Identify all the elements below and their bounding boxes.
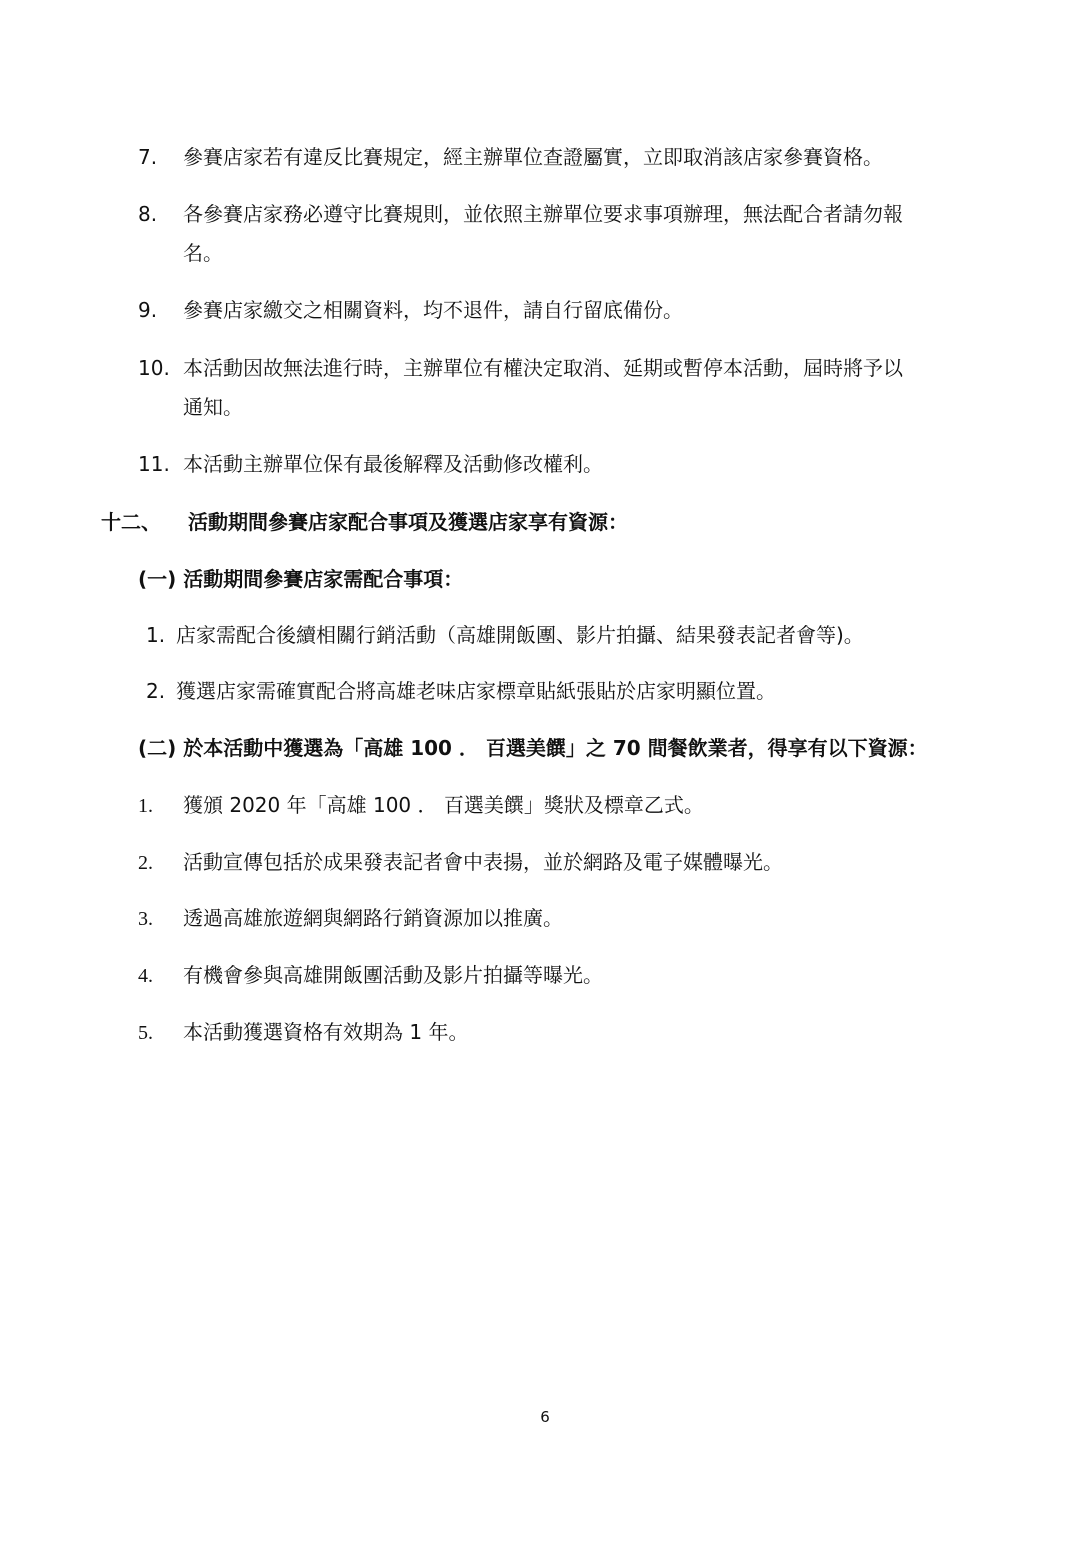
rule-10-text-line1: 本活動因故無法進行時，主辦單位有權決定取消、延期或暫停本活動，屆時將予以 <box>183 356 903 380</box>
rule-9-number: 9. <box>138 298 158 322</box>
sub2-item-4-number: 4. <box>138 965 153 987</box>
page-number: 6 <box>540 1408 550 1426</box>
subsection-1-title: (一) 活動期間參賽店家需配合事項： <box>138 567 464 591</box>
rule-10-text-line2: 通知。 <box>183 395 243 419</box>
sub2-item-1-number: 1. <box>138 795 153 817</box>
sub2-item-2-text: 活動宣傳包括於成果發表記者會中表揚，並於網路及電子媒體曝光。 <box>183 850 783 874</box>
section-12-title: 活動期間參賽店家配合事項及獲選店家享有資源： <box>188 510 628 534</box>
rule-10-number: 10. <box>138 356 170 380</box>
sub2-item-4-text: 有機會參與高雄開飯團活動及影片拍攝等曝光。 <box>183 963 603 987</box>
rule-7-text: 參賽店家若有違反比賽規定，經主辦單位查證屬實，立即取消該店家參賽資格。 <box>183 145 883 169</box>
sub2-item-3-text: 透過高雄旅遊網與網路行銷資源加以推廣。 <box>183 906 563 930</box>
sub1-item-2-number: 2. <box>146 679 166 703</box>
rule-7-number: 7. <box>138 145 158 169</box>
sub2-item-2-number: 2. <box>138 852 153 874</box>
sub1-item-2-text: 獲選店家需確實配合將高雄老味店家標章貼紙張貼於店家明顯位置。 <box>176 679 776 703</box>
sub2-item-1-text: 獲頒 2020 年「高雄 100 ． 百選美饌」獎狀及標章乙式。 <box>183 793 704 817</box>
rule-9-text: 參賽店家繳交之相關資料，均不退件，請自行留底備份。 <box>183 298 683 322</box>
rule-11-number: 11. <box>138 452 170 476</box>
sub1-item-1-text: 店家需配合後續相關行銷活動（高雄開飯團、影片拍攝、結果發表記者會等)。 <box>176 623 864 647</box>
sub2-item-3-number: 3. <box>138 908 153 930</box>
rule-8-number: 8. <box>138 202 158 226</box>
rule-8-text-line1: 各參賽店家務必遵守比賽規則，並依照主辦單位要求事項辦理，無法配合者請勿報 <box>183 202 903 226</box>
sub1-item-1-number: 1. <box>146 623 166 647</box>
sub2-item-5-number: 5. <box>138 1022 153 1044</box>
subsection-2-title: (二) 於本活動中獲選為「高雄 100 ． 百選美饌」之 70 間餐飲業者，得享有以下資源： <box>138 736 928 760</box>
rule-11-text: 本活動主辦單位保有最後解釋及活動修改權利。 <box>183 452 603 476</box>
rule-8-text-line2: 名。 <box>183 241 223 265</box>
sub2-item-5-text: 本活動獲選資格有效期為 1 年。 <box>183 1020 469 1044</box>
section-12-number: 十二、 <box>101 510 161 534</box>
